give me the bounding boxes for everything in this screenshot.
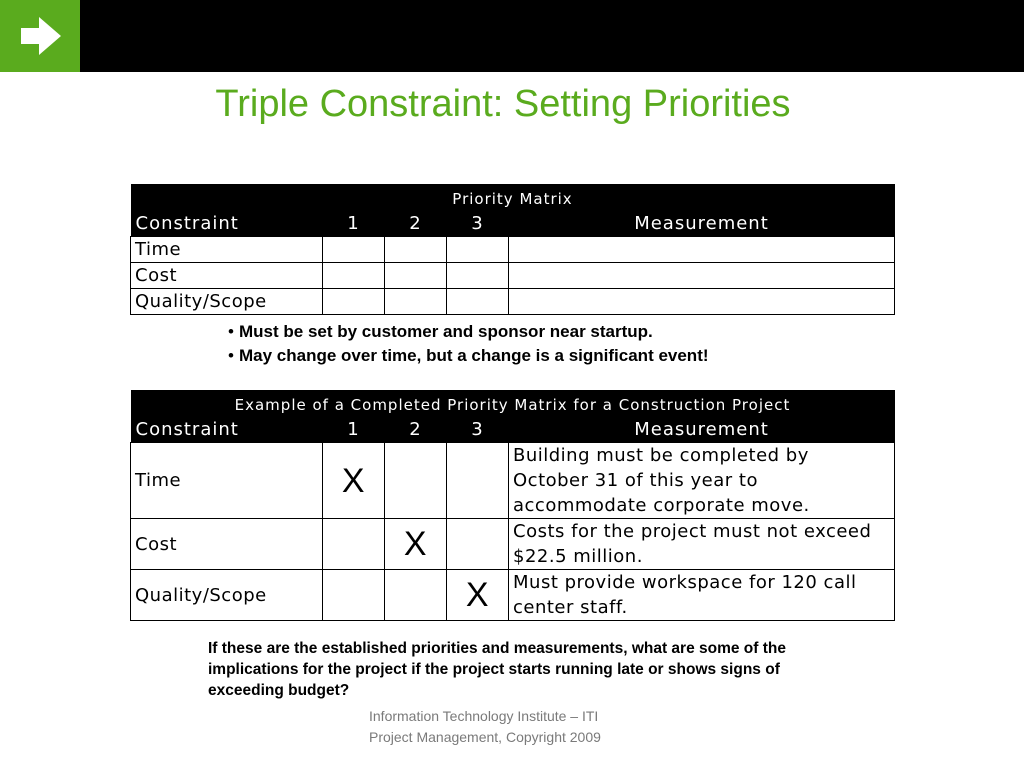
priority-mark: [323, 519, 385, 570]
priority-mark: X: [323, 443, 385, 519]
bullet-item: • May change over time, but a change is a significant event!: [228, 344, 709, 368]
priority-cell: [447, 263, 509, 289]
table-row: [131, 519, 895, 570]
priority-matrix: [130, 184, 895, 315]
priority-cell: [323, 289, 385, 315]
column-header-measurement: Measurement: [509, 418, 895, 443]
table-row: [131, 289, 895, 315]
table-row: [131, 263, 895, 289]
footer-line-institute: Information Technology Institute – ITI: [369, 708, 599, 724]
priority-cell: [323, 263, 385, 289]
priority-mark: [323, 570, 385, 621]
constraint-cell: Time: [131, 443, 323, 519]
measurement-cell: [509, 263, 895, 289]
priority-mark: [385, 570, 447, 621]
priority-mark: [447, 443, 509, 519]
measurement-cell: Must provide workspace for 120 call center staff.: [509, 570, 895, 621]
table-caption: Example of a Completed Priority Matrix for a Construction Project: [131, 390, 895, 418]
next-slide-button[interactable]: [0, 0, 80, 72]
constraint-cell: Cost: [131, 263, 323, 289]
constraint-cell: Time: [131, 237, 323, 263]
priority-mark: [385, 443, 447, 519]
constraint-cell: Quality/Scope: [131, 570, 323, 621]
table-caption: Priority Matrix: [131, 184, 895, 212]
priority-cell: [447, 237, 509, 263]
priority-cell: [447, 289, 509, 315]
priority-mark: X: [385, 519, 447, 570]
priority-mark: [447, 519, 509, 570]
column-header-priority-1: 1: [323, 418, 385, 443]
measurement-cell: Building must be completed by October 31 of this year to accommodate corporate move.: [509, 443, 895, 519]
column-header-priority-2: 2: [385, 418, 447, 443]
right-arrow-icon: [19, 15, 63, 57]
header-bar: [0, 0, 1024, 72]
table-row: [131, 443, 895, 519]
column-header-priority-3: 3: [447, 212, 509, 237]
priority-cell: [385, 289, 447, 315]
constraint-cell: Cost: [131, 519, 323, 570]
discussion-question: If these are the established priorities and measurements, what are some of the implications for the project if the project starts running late or shows signs of exceeding budget?: [208, 640, 786, 699]
priority-cell: [385, 237, 447, 263]
bullet-list: [228, 320, 709, 368]
column-header-constraint: Constraint: [131, 212, 323, 237]
constraint-cell: Quality/Scope: [131, 289, 323, 315]
column-header-priority-2: 2: [385, 212, 447, 237]
priority-mark: X: [447, 570, 509, 621]
example-priority-matrix: [130, 390, 895, 621]
table-row: [131, 237, 895, 263]
footer: [369, 706, 601, 748]
column-header-constraint: Constraint: [131, 418, 323, 443]
priority-cell: [385, 263, 447, 289]
priority-cell: [323, 237, 385, 263]
column-header-priority-1: 1: [323, 212, 385, 237]
column-header-measurement: Measurement: [509, 212, 895, 237]
table-row: [131, 570, 895, 621]
column-header-priority-3: 3: [447, 418, 509, 443]
slide-title: Triple Constraint: Setting Priorities: [215, 83, 791, 125]
measurement-cell: [509, 237, 895, 263]
measurement-cell: [509, 289, 895, 315]
footer-line-copyright: Project Management, Copyright 2009: [369, 729, 601, 745]
bullet-item: • Must be set by customer and sponsor near startup.: [228, 320, 709, 344]
measurement-cell: Costs for the project must not exceed $22.5 million.: [509, 519, 895, 570]
